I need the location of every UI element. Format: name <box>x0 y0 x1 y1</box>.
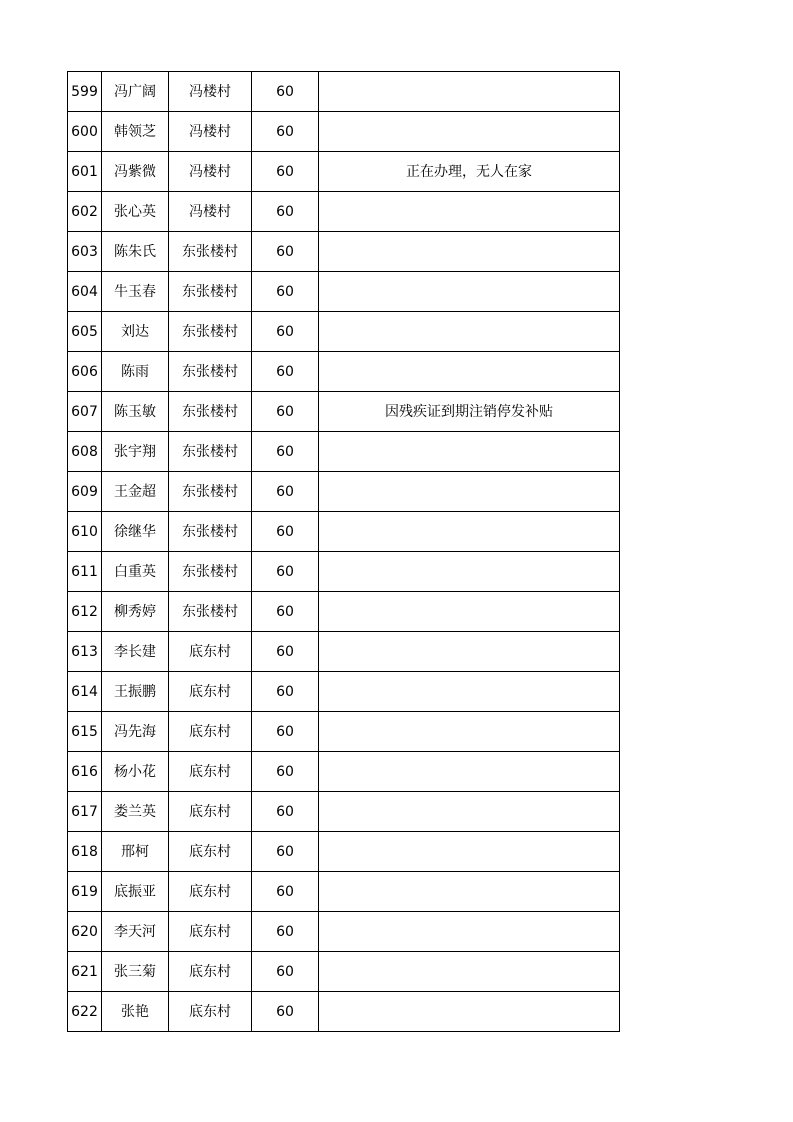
name-cell: 王金超 <box>102 472 169 512</box>
note-cell <box>319 792 620 832</box>
row-number-cell: 616 <box>68 752 102 792</box>
note-cell <box>319 192 620 232</box>
name-cell: 冯先海 <box>102 712 169 752</box>
village-cell: 底东村 <box>169 632 252 672</box>
table-row <box>68 872 620 912</box>
row-number-cell: 612 <box>68 592 102 632</box>
row-number-cell: 613 <box>68 632 102 672</box>
village-cell: 底东村 <box>169 872 252 912</box>
table-row <box>68 952 620 992</box>
note-cell <box>319 352 620 392</box>
table-row <box>68 752 620 792</box>
village-cell: 底东村 <box>169 672 252 712</box>
name-cell: 陈玉敏 <box>102 392 169 432</box>
amount-cell: 60 <box>252 512 319 552</box>
note-cell <box>319 672 620 712</box>
note-cell <box>319 592 620 632</box>
village-cell: 东张楼村 <box>169 512 252 552</box>
name-cell: 张艳 <box>102 992 169 1032</box>
village-cell: 底东村 <box>169 752 252 792</box>
row-number-cell: 604 <box>68 272 102 312</box>
row-number-cell: 601 <box>68 152 102 192</box>
table-row <box>68 672 620 712</box>
roster-table-body <box>68 72 620 1032</box>
village-cell: 东张楼村 <box>169 392 252 432</box>
name-cell: 张三菊 <box>102 952 169 992</box>
row-number-cell: 618 <box>68 832 102 872</box>
village-cell: 底东村 <box>169 832 252 872</box>
table-row <box>68 192 620 232</box>
row-number-cell: 608 <box>68 432 102 472</box>
table-row <box>68 592 620 632</box>
row-number-cell: 622 <box>68 992 102 1032</box>
amount-cell: 60 <box>252 952 319 992</box>
village-cell: 东张楼村 <box>169 432 252 472</box>
amount-cell: 60 <box>252 192 319 232</box>
village-cell: 东张楼村 <box>169 552 252 592</box>
note-cell <box>319 872 620 912</box>
village-cell: 东张楼村 <box>169 272 252 312</box>
note-cell <box>319 272 620 312</box>
name-cell: 底振亚 <box>102 872 169 912</box>
row-number-cell: 609 <box>68 472 102 512</box>
note-cell <box>319 832 620 872</box>
note-cell <box>319 632 620 672</box>
village-cell: 冯楼村 <box>169 152 252 192</box>
name-cell: 陈雨 <box>102 352 169 392</box>
table-row <box>68 992 620 1032</box>
table-row <box>68 392 620 432</box>
row-number-cell: 610 <box>68 512 102 552</box>
name-cell: 张心英 <box>102 192 169 232</box>
village-cell: 底东村 <box>169 912 252 952</box>
village-cell: 底东村 <box>169 792 252 832</box>
village-cell: 东张楼村 <box>169 352 252 392</box>
row-number-cell: 621 <box>68 952 102 992</box>
amount-cell: 60 <box>252 272 319 312</box>
note-cell <box>319 712 620 752</box>
note-cell: 因残疾证到期注销停发补贴 <box>319 392 620 432</box>
village-cell: 底东村 <box>169 712 252 752</box>
name-cell: 柳秀婷 <box>102 592 169 632</box>
amount-cell: 60 <box>252 432 319 472</box>
amount-cell: 60 <box>252 672 319 712</box>
name-cell: 王振鹏 <box>102 672 169 712</box>
village-cell: 东张楼村 <box>169 592 252 632</box>
amount-cell: 60 <box>252 552 319 592</box>
note-cell <box>319 472 620 512</box>
row-number-cell: 603 <box>68 232 102 272</box>
row-number-cell: 615 <box>68 712 102 752</box>
name-cell: 白重英 <box>102 552 169 592</box>
roster-table <box>67 71 620 1032</box>
amount-cell: 60 <box>252 352 319 392</box>
row-number-cell: 606 <box>68 352 102 392</box>
amount-cell: 60 <box>252 832 319 872</box>
table-row <box>68 312 620 352</box>
amount-cell: 60 <box>252 992 319 1032</box>
name-cell: 陈朱氏 <box>102 232 169 272</box>
note-cell <box>319 992 620 1032</box>
amount-cell: 60 <box>252 872 319 912</box>
amount-cell: 60 <box>252 112 319 152</box>
row-number-cell: 599 <box>68 72 102 112</box>
amount-cell: 60 <box>252 792 319 832</box>
table-row <box>68 72 620 112</box>
village-cell: 东张楼村 <box>169 232 252 272</box>
amount-cell: 60 <box>252 152 319 192</box>
note-cell <box>319 752 620 792</box>
note-cell <box>319 552 620 592</box>
name-cell: 娄兰英 <box>102 792 169 832</box>
village-cell: 底东村 <box>169 952 252 992</box>
amount-cell: 60 <box>252 592 319 632</box>
table-row <box>68 712 620 752</box>
amount-cell: 60 <box>252 472 319 512</box>
note-cell <box>319 72 620 112</box>
row-number-cell: 620 <box>68 912 102 952</box>
table-row <box>68 552 620 592</box>
note-cell: 正在办理，无人在家 <box>319 152 620 192</box>
name-cell: 李天河 <box>102 912 169 952</box>
table-row <box>68 792 620 832</box>
table-row <box>68 152 620 192</box>
row-number-cell: 611 <box>68 552 102 592</box>
village-cell: 冯楼村 <box>169 112 252 152</box>
name-cell: 韩领芝 <box>102 112 169 152</box>
row-number-cell: 607 <box>68 392 102 432</box>
name-cell: 邢柯 <box>102 832 169 872</box>
note-cell <box>319 112 620 152</box>
note-cell <box>319 312 620 352</box>
row-number-cell: 600 <box>68 112 102 152</box>
table-row <box>68 112 620 152</box>
village-cell: 冯楼村 <box>169 72 252 112</box>
village-cell: 底东村 <box>169 992 252 1032</box>
name-cell: 冯广阔 <box>102 72 169 112</box>
name-cell: 刘达 <box>102 312 169 352</box>
table-row <box>68 472 620 512</box>
note-cell <box>319 952 620 992</box>
amount-cell: 60 <box>252 72 319 112</box>
row-number-cell: 617 <box>68 792 102 832</box>
table-row <box>68 232 620 272</box>
amount-cell: 60 <box>252 632 319 672</box>
name-cell: 张宇翔 <box>102 432 169 472</box>
village-cell: 东张楼村 <box>169 312 252 352</box>
table-row <box>68 912 620 952</box>
table-row <box>68 352 620 392</box>
amount-cell: 60 <box>252 232 319 272</box>
amount-cell: 60 <box>252 912 319 952</box>
name-cell: 杨小花 <box>102 752 169 792</box>
note-cell <box>319 912 620 952</box>
table-row <box>68 832 620 872</box>
table-row <box>68 512 620 552</box>
table-row <box>68 632 620 672</box>
table-row <box>68 272 620 312</box>
amount-cell: 60 <box>252 312 319 352</box>
amount-cell: 60 <box>252 712 319 752</box>
name-cell: 徐继华 <box>102 512 169 552</box>
name-cell: 冯紫微 <box>102 152 169 192</box>
row-number-cell: 605 <box>68 312 102 352</box>
note-cell <box>319 512 620 552</box>
amount-cell: 60 <box>252 392 319 432</box>
row-number-cell: 619 <box>68 872 102 912</box>
village-cell: 冯楼村 <box>169 192 252 232</box>
row-number-cell: 614 <box>68 672 102 712</box>
village-cell: 东张楼村 <box>169 472 252 512</box>
row-number-cell: 602 <box>68 192 102 232</box>
note-cell <box>319 432 620 472</box>
name-cell: 牛玉春 <box>102 272 169 312</box>
amount-cell: 60 <box>252 752 319 792</box>
table-row <box>68 432 620 472</box>
note-cell <box>319 232 620 272</box>
name-cell: 李长建 <box>102 632 169 672</box>
